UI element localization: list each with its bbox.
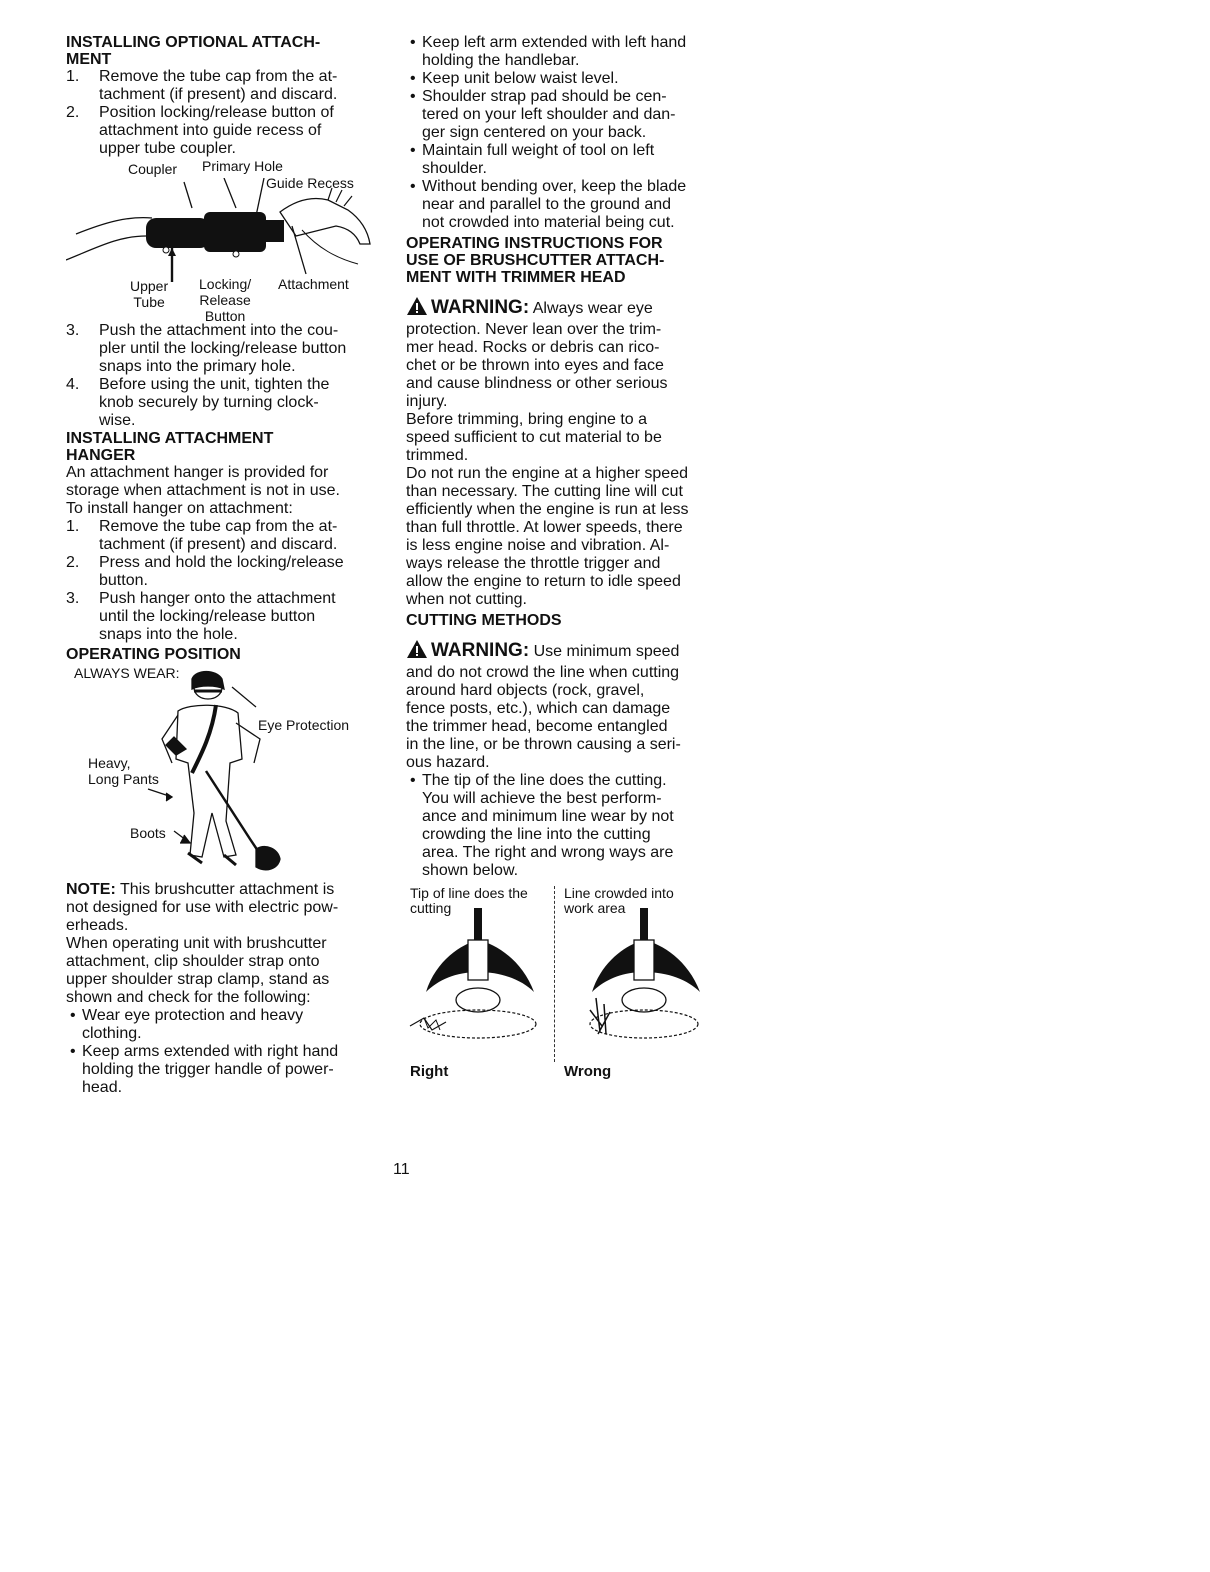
tip-list (406, 772, 722, 880)
before-trimming-paragraph: Before trimming, bring engine to a speed sufficient to cut material to be trimmed. (406, 411, 662, 464)
section-title-operating-position: OPERATING POSITION (66, 646, 241, 663)
optional-attachment-steps-a (66, 68, 384, 158)
when-operating-paragraph: When operating unit with brushcutter attachment, clip shoulder strap onto upper shoulder strap clamp, stand as shown and check for the following: (66, 935, 330, 1006)
right-column (406, 34, 722, 1086)
right-wrong-figure (406, 886, 722, 1086)
note-label: NOTE: (66, 881, 116, 898)
list-item: 3. Push hanger onto the attachment until the locking/release button snaps into the hole. (66, 590, 336, 643)
section-title-cutting-methods: CUTTING METHODS (406, 612, 562, 629)
always-wear-label: ALWAYS WEAR: (74, 665, 180, 681)
warning-label: WARNING: (431, 640, 530, 661)
coupler-label: Coupler (128, 161, 178, 177)
hanger-intro: An attachment hanger is provided for storage when attachment is not in use. To install hanger on attachment: (66, 464, 340, 517)
page-number: 11 (393, 1161, 410, 1178)
operator-illustration (66, 663, 384, 881)
eye-protection-label: Eye Protection (258, 717, 350, 733)
locking-release-button-label: Locking/ Release Button (199, 276, 252, 324)
list-item: 2. Press and hold the locking/release button. (66, 554, 344, 589)
list-item: 1. Remove the tube cap from the at- tachment (if present) and discard. (66, 518, 338, 553)
warning-triangle-icon (406, 639, 428, 664)
list-item: • Wear eye protection and heavy clothing. (66, 1007, 384, 1043)
list-item: • Keep arms extended with right hand holding the trigger handle of power- head. (66, 1043, 384, 1097)
left-column (66, 34, 384, 1097)
wrong-caption: Line crowded into work area (564, 885, 674, 916)
section-title-optional-attachment: INSTALLING OPTIONAL ATTACH- MENT (66, 34, 321, 68)
primary-hole-label: Primary Hole (202, 158, 283, 174)
section-title-attachment-hanger: INSTALLING ATTACHMENT HANGER (66, 430, 274, 464)
pants-label: Heavy, Long Pants (88, 755, 159, 787)
upper-tube-label: Upper Tube (130, 278, 169, 310)
right-caption: Tip of line does the cutting (410, 885, 528, 916)
wrong-trimmer-illustration (560, 900, 706, 1060)
coupler-illustration (66, 178, 384, 288)
attachment-label: Attachment (278, 276, 349, 292)
guide-recess-label: Guide Recess (266, 175, 354, 191)
note-paragraph: NOTE: This brushcutter attachment is not designed for use with electric pow- erheads. (66, 881, 339, 934)
list-item: 4. Before using the unit, tighten the knob securely by turning clock- wise. (66, 376, 330, 429)
operating-position-figure (66, 663, 384, 881)
optional-attachment-steps-b (66, 322, 384, 430)
list-item: • The tip of the line does the cutting. You will achieve the best perform- ance and minimum line wear by not crowding the line into the cutting area. The right and wrong ways are shown below. (406, 772, 722, 880)
list-item: • Keep unit below waist level. (406, 70, 722, 88)
hanger-steps (66, 518, 384, 644)
list-item: 1. Remove the tube cap from the at- tachment (if present) and discard. (66, 68, 338, 103)
figure-divider (554, 886, 555, 1062)
warning-label: WARNING: (431, 297, 530, 318)
warning-eye-protection: WARNING: Always wear eye protection. Never lean over the trim- mer head. Rocks or debris can rico- chet or be thrown into eyes and face and cause blindness or other serious injury. (406, 297, 668, 410)
position-checks-list (406, 34, 722, 232)
engine-speed-paragraph: Do not run the engine at a higher speed than necessary. The cutting line will cut efficiently when the engine is run at less than full throttle. At lower speeds, there is less engine noise and vibration. Al- ways release the throttle trigger and allow the engine to return to idle speed when not cutting. (406, 465, 689, 608)
coupler-figure (66, 158, 384, 324)
list-item: • Shoulder strap pad should be cen- tered on your left shoulder and dan- ger sign centered on your back. (406, 88, 722, 142)
check-list (66, 1007, 384, 1097)
wrong-label: Wrong (564, 1063, 612, 1080)
list-item: 3. Push the attachment into the cou- pler until the locking/release button snaps into the primary hole. (66, 322, 347, 375)
section-title-operating-instructions: OPERATING INSTRUCTIONS FOR USE OF BRUSHCUTTER ATTACH- MENT WITH TRIMMER HEAD (406, 235, 665, 286)
right-trimmer-illustration (406, 900, 552, 1060)
warning-triangle-icon (406, 296, 428, 321)
list-item: • Keep left arm extended with left hand holding the handlebar. (406, 34, 722, 70)
boots-label: Boots (130, 825, 166, 841)
list-item: 2. Position locking/release button of attachment into guide recess of upper tube coupler. (66, 104, 334, 157)
warning-minimum-speed: WARNING: Use minimum speed and do not crowd the line when cutting around hard objects (rock, gravel, fence posts, etc.), which can damage the trimmer head, become entangled in the line, or be thrown causing a seri- ous hazard. (406, 640, 681, 771)
list-item: • Without bending over, keep the blade near and parallel to the ground and not crowded into material being cut. (406, 178, 722, 232)
list-item: • Maintain full weight of tool on left shoulder. (406, 142, 722, 178)
right-label: Right (410, 1063, 449, 1080)
